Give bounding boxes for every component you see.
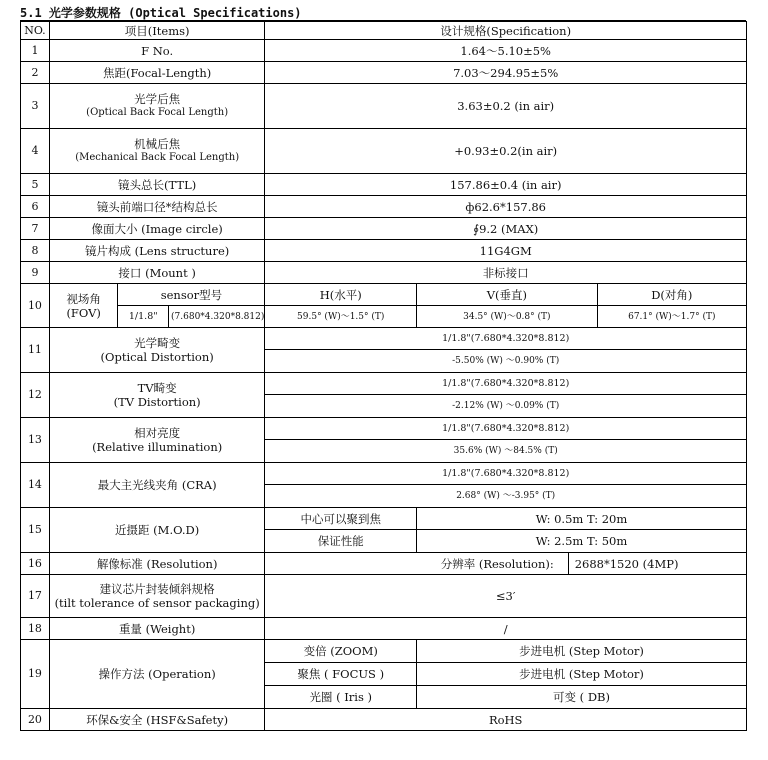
fov-label-cn: 视场角 [66, 291, 101, 306]
row-no: 4 [21, 129, 50, 174]
table-row [21, 618, 747, 640]
header-items: 项目(Items) [49, 22, 265, 40]
row-item: 解像标准 (Resolution) [49, 553, 265, 575]
row-value: 2.68° (W) ～-3.95° (T) [265, 485, 747, 508]
fov-value-row [21, 306, 747, 328]
row-item-cn: 光学畸变 [134, 336, 181, 350]
row-value: -5.50% (W) ～0.90% (T) [265, 350, 747, 373]
row-item-cn: TV畸变 [137, 381, 177, 395]
row-spec: 3.63±0.2 (in air) [265, 84, 747, 129]
operation-label: 变倍 (ZOOM) [265, 640, 417, 663]
row-no: 2 [21, 62, 50, 84]
table-row [21, 262, 747, 284]
table-row [21, 218, 747, 240]
header-no: NO. [21, 22, 50, 40]
operation-value: 步进电机 (Step Motor) [417, 663, 747, 686]
row-item: 操作方法 (Operation) [49, 640, 265, 709]
operation-value: 步进电机 (Step Motor) [417, 640, 747, 663]
row-spec: 7.03～294.95±5% [265, 62, 747, 84]
row-item: 接口 (Mount ) [49, 262, 265, 284]
row-item [49, 575, 265, 618]
row-sensor: 1/1.8"(7.680*4.320*8.812) [265, 418, 747, 440]
resolution-label: 分辨率 (Resolution): [265, 553, 568, 575]
table-row [21, 709, 747, 731]
mod-label-center: 中心可以聚到焦 [265, 508, 417, 530]
fov-sensor-size: 1/1.8" [118, 306, 169, 328]
row-no: 16 [21, 553, 50, 575]
fov-header-row [21, 284, 747, 306]
row-item: 最大主光线夹角 (CRA) [49, 463, 265, 508]
row-item-cn: 建议芯片封装倾斜规格 [99, 582, 215, 596]
optical-spec-table [20, 21, 747, 731]
row-item: 像面大小 (Image circle) [49, 218, 265, 240]
row-spec: +0.93±0.2(in air) [265, 129, 747, 174]
table-row [21, 373, 747, 395]
row-no: 19 [21, 640, 50, 709]
table-row [21, 40, 747, 62]
fov-h-value: 59.5° (W)～1.5° (T) [265, 306, 417, 328]
row-spec: ≤3′ [265, 575, 747, 618]
row-no: 12 [21, 373, 50, 418]
row-no: 15 [21, 508, 50, 553]
row-no: 5 [21, 174, 50, 196]
header-spec: 设计规格(Specification) [265, 22, 747, 40]
row-item: 镜片构成 (Lens structure) [49, 240, 265, 262]
row-no: 1 [21, 40, 50, 62]
row-no: 3 [21, 84, 50, 129]
row-spec: / [265, 618, 747, 640]
fov-sensor-dims: (7.680*4.320*8.812) [169, 306, 265, 328]
operation-label: 光圈 ( Iris ) [265, 686, 417, 709]
section-title: 5.1 光学参数规格 (Optical Specifications) [20, 6, 302, 20]
table-header-row [21, 22, 747, 40]
fov-label-en: (FOV) [66, 305, 101, 320]
row-item: 近摄距 (M.O.D) [49, 508, 265, 553]
row-item: 镜头总长(TTL) [49, 174, 265, 196]
table-row [21, 328, 747, 350]
row-no: 17 [21, 575, 50, 618]
table-row [21, 553, 747, 575]
fov-v-value: 34.5° (W)～0.8° (T) [417, 306, 598, 328]
row-value: -2.12% (W) ～0.09% (T) [265, 395, 747, 418]
row-item-en: (Optical Back Focal Length) [86, 107, 229, 118]
row-no: 7 [21, 218, 50, 240]
row-item-cn: 光学后焦 [134, 92, 181, 106]
table-row [21, 84, 747, 129]
row-item-cn: 机械后焦 [134, 137, 181, 151]
row-item [49, 328, 265, 373]
table-row [21, 575, 747, 618]
row-no: 14 [21, 463, 50, 508]
row-no: 20 [21, 709, 50, 731]
row-item-en: (Optical Distortion) [100, 350, 214, 364]
mod-value-guaranteed: W: 2.5m T: 50m [417, 530, 747, 553]
operation-value: 可变 ( DB) [417, 686, 747, 709]
row-item: 环保&安全 (HSF&Safety) [49, 709, 265, 731]
row-item [49, 129, 265, 174]
row-spec: 11G4GM [265, 240, 747, 262]
row-item: 焦距(Focal-Length) [49, 62, 265, 84]
fov-sensor-header: sensor型号 [118, 284, 265, 306]
row-no: 13 [21, 418, 50, 463]
row-no: 9 [21, 262, 50, 284]
row-no: 11 [21, 328, 50, 373]
fov-label [49, 284, 118, 328]
row-no: 18 [21, 618, 50, 640]
row-value: 35.6% (W) ～84.5% (T) [265, 440, 747, 463]
row-sensor: 1/1.8"(7.680*4.320*8.812) [265, 373, 747, 395]
row-item-en: (Relative illumination) [92, 440, 223, 454]
row-no: 10 [21, 284, 50, 328]
row-spec: RoHS [265, 709, 747, 731]
table-row [21, 196, 747, 218]
table-row [21, 463, 747, 485]
row-sensor: 1/1.8"(7.680*4.320*8.812) [265, 463, 747, 485]
fov-d-header: D(对角) [597, 284, 746, 306]
row-spec: ∮9.2 (MAX) [265, 218, 747, 240]
row-no: 8 [21, 240, 50, 262]
operation-label: 聚焦 ( FOCUS ) [265, 663, 417, 686]
table-row [21, 129, 747, 174]
fov-h-header: H(水平) [265, 284, 417, 306]
row-item-en: (Mechanical Back Focal Length) [75, 152, 240, 163]
table-row [21, 174, 747, 196]
fov-v-header: V(垂直) [417, 284, 598, 306]
row-item: 镜头前端口径*结构总长 [49, 196, 265, 218]
row-spec: 1.64～5.10±5% [265, 40, 747, 62]
row-no: 6 [21, 196, 50, 218]
row-item-en: (TV Distortion) [113, 395, 201, 409]
row-item-en: (tilt tolerance of sensor packaging) [54, 596, 260, 610]
row-item: F No. [49, 40, 265, 62]
table-row [21, 240, 747, 262]
mod-label-guaranteed: 保证性能 [265, 530, 417, 553]
row-item [49, 418, 265, 463]
row-spec: 非标接口 [265, 262, 747, 284]
row-spec: 157.86±0.4 (in air) [265, 174, 747, 196]
row-sensor: 1/1.8"(7.680*4.320*8.812) [265, 328, 747, 350]
row-spec: ф62.6*157.86 [265, 196, 747, 218]
mod-value-center: W: 0.5m T: 20m [417, 508, 747, 530]
resolution-value: 2688*1520 (4MP) [568, 553, 746, 575]
row-item-cn: 相对亮度 [134, 426, 181, 440]
table-row [21, 640, 747, 663]
table-row [21, 418, 747, 440]
row-item [49, 84, 265, 129]
table-row [21, 508, 747, 530]
table-row [21, 62, 747, 84]
fov-d-value: 67.1° (W)～1.7° (T) [597, 306, 746, 328]
row-item: 重量 (Weight) [49, 618, 265, 640]
row-item [49, 373, 265, 418]
